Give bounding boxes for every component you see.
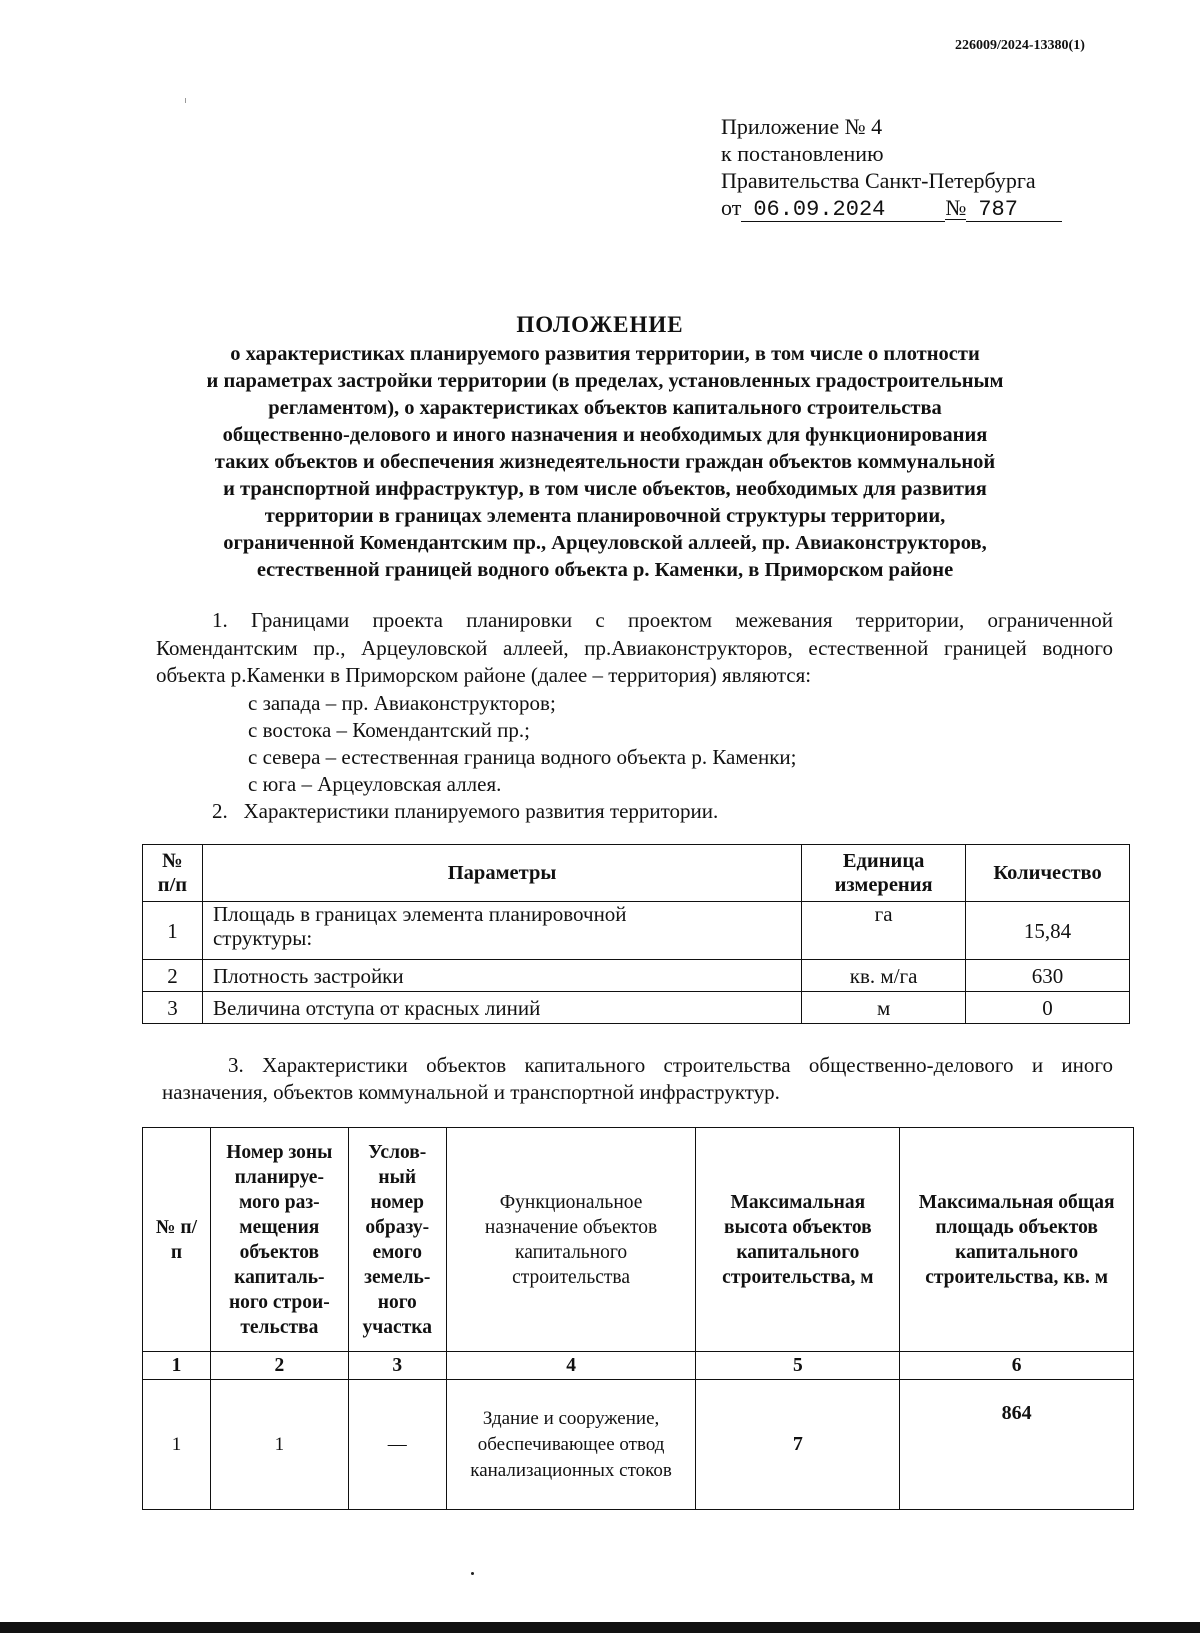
boundary-south: с юга – Арцеуловская аллея.	[248, 772, 502, 796]
resolution-date: 06.09.2024	[741, 199, 945, 222]
number-prefix: №	[945, 195, 967, 220]
row-unit: м	[802, 992, 966, 1024]
row-unit: кв. м/га	[802, 960, 966, 992]
table-row	[143, 960, 1130, 992]
boundary-north: с севера – естественная граница водного объекта р. Каменки;	[248, 745, 797, 769]
row-area: 864	[900, 1380, 1134, 1510]
planning-characteristics-table	[142, 844, 1130, 1024]
annex-header	[721, 113, 1062, 222]
row-purpose: Здание и сооружение, обеспечивающее отвод канализационных стоков	[446, 1380, 696, 1510]
boundary-west: с запада – пр. Авиаконструкторов;	[248, 691, 556, 715]
subtitle-line: общественно-делового и иного назначения и необходимых для функционирования	[222, 424, 988, 446]
section-1-paragraph	[156, 607, 1113, 690]
row-height: 7	[696, 1380, 900, 1510]
table-row	[143, 992, 1130, 1024]
table-row	[143, 902, 1130, 960]
header-cell: Параметры	[202, 845, 801, 902]
row-unit: га	[802, 902, 966, 960]
subtitle-line: и параметрах застройки территории (в пределах, установленных градостроительным	[206, 370, 1004, 392]
annex-line-2: к постановлению	[721, 141, 884, 166]
header-cell: Количество	[966, 845, 1130, 902]
header-cell: Номер зоны планируе-мого раз-мещения объектов капиталь-ного строи-тельства	[210, 1128, 348, 1352]
row-quantity: 0	[966, 992, 1130, 1024]
document-subtitle	[140, 341, 1070, 584]
section-3-text: 3. Характеристики объектов капитального строительства общественно-делового и иного назначения, объектов коммунальной и транспортной инфраструктур.	[162, 1053, 1113, 1104]
scan-artifact	[471, 1572, 474, 1575]
header-cell: Максимальная высота объектов капитального строительства, м	[696, 1128, 900, 1352]
row-zone: 1	[210, 1380, 348, 1510]
scan-artifact	[185, 98, 186, 103]
header-cell: Единица измерения	[802, 845, 966, 902]
subtitle-line: ограниченной Комендантским пр., Арцеуловской аллеей, пр. Авиаконструкторов,	[223, 532, 987, 554]
header-cell: № п/п	[143, 1128, 211, 1352]
row-number: 1	[143, 902, 203, 960]
scan-border	[0, 1622, 1200, 1633]
annex-date-line	[721, 194, 1062, 222]
column-number: 4	[446, 1352, 696, 1380]
row-quantity: 630	[966, 960, 1130, 992]
capital-objects-table	[142, 1127, 1134, 1510]
subtitle-line: территории в границах элемента планировочной структуры территории,	[264, 505, 946, 527]
page-title: ПОЛОЖЕНИЕ	[516, 312, 684, 337]
column-number: 1	[143, 1352, 211, 1380]
row-parameter: Плотность застройки	[202, 960, 801, 992]
subtitle-line: регламентом), о характеристиках объектов капитального строительства	[268, 397, 942, 419]
header-cell: Функциональное назначение объектов капитального строительства	[446, 1128, 696, 1352]
section-3-paragraph	[162, 1052, 1113, 1106]
header-cell: Максимальная общая площадь объектов капитального строительства, кв. м	[900, 1128, 1134, 1352]
column-number: 3	[348, 1352, 446, 1380]
header-cell: Услов-ный номер образу-емого земель-ного участка	[348, 1128, 446, 1352]
section-1-text: 1. Границами проекта планировки с проектом межевания территории, ограниченной Комендантским пр., Арцеуловской аллеей, пр.Авиаконструкторов, естественной границей водного объекта р.Каменки в Приморском районе (далее – территория) являются:	[156, 608, 1113, 687]
boundary-east: с востока – Комендантский пр.;	[248, 718, 530, 742]
table-row	[143, 1380, 1134, 1510]
from-prefix: от	[721, 195, 742, 220]
table-header-row	[143, 1128, 1134, 1352]
column-number: 2	[210, 1352, 348, 1380]
row-number: 3	[143, 992, 203, 1024]
column-number: 5	[696, 1352, 900, 1380]
subtitle-line: и транспортной инфраструктур, в том числе объектов, необходимых для развития	[223, 478, 987, 500]
row-number: 1	[143, 1380, 211, 1510]
row-number: 2	[143, 960, 203, 992]
table-header-row	[143, 845, 1130, 902]
subtitle-line: о характеристиках планируемого развития территории, в том числе о плотности	[230, 343, 980, 365]
row-parameter: Площадь в границах элемента планировочной структуры:	[202, 902, 801, 960]
subtitle-line: таких объектов и обеспечения жизнедеятельности граждан объектов коммунальной	[214, 451, 996, 473]
row-parameter: Величина отступа от красных линий	[202, 992, 801, 1024]
row-plot: —	[348, 1380, 446, 1510]
column-number-row	[143, 1352, 1134, 1380]
column-number: 6	[900, 1352, 1134, 1380]
subtitle-line: естественной границей водного объекта р. Каменки, в Приморском районе	[256, 559, 954, 581]
header-cell: № п/п	[143, 845, 203, 902]
resolution-number: 787	[966, 199, 1062, 222]
annex-line-3: Правительства Санкт-Петербурга	[721, 168, 1036, 193]
document-number: 226009/2024-13380(1)	[955, 38, 1085, 53]
section-2-heading: 2. Характеристики планируемого развития территории.	[212, 799, 719, 823]
annex-line-1: Приложение № 4	[721, 114, 883, 139]
row-quantity: 15,84	[966, 902, 1130, 960]
